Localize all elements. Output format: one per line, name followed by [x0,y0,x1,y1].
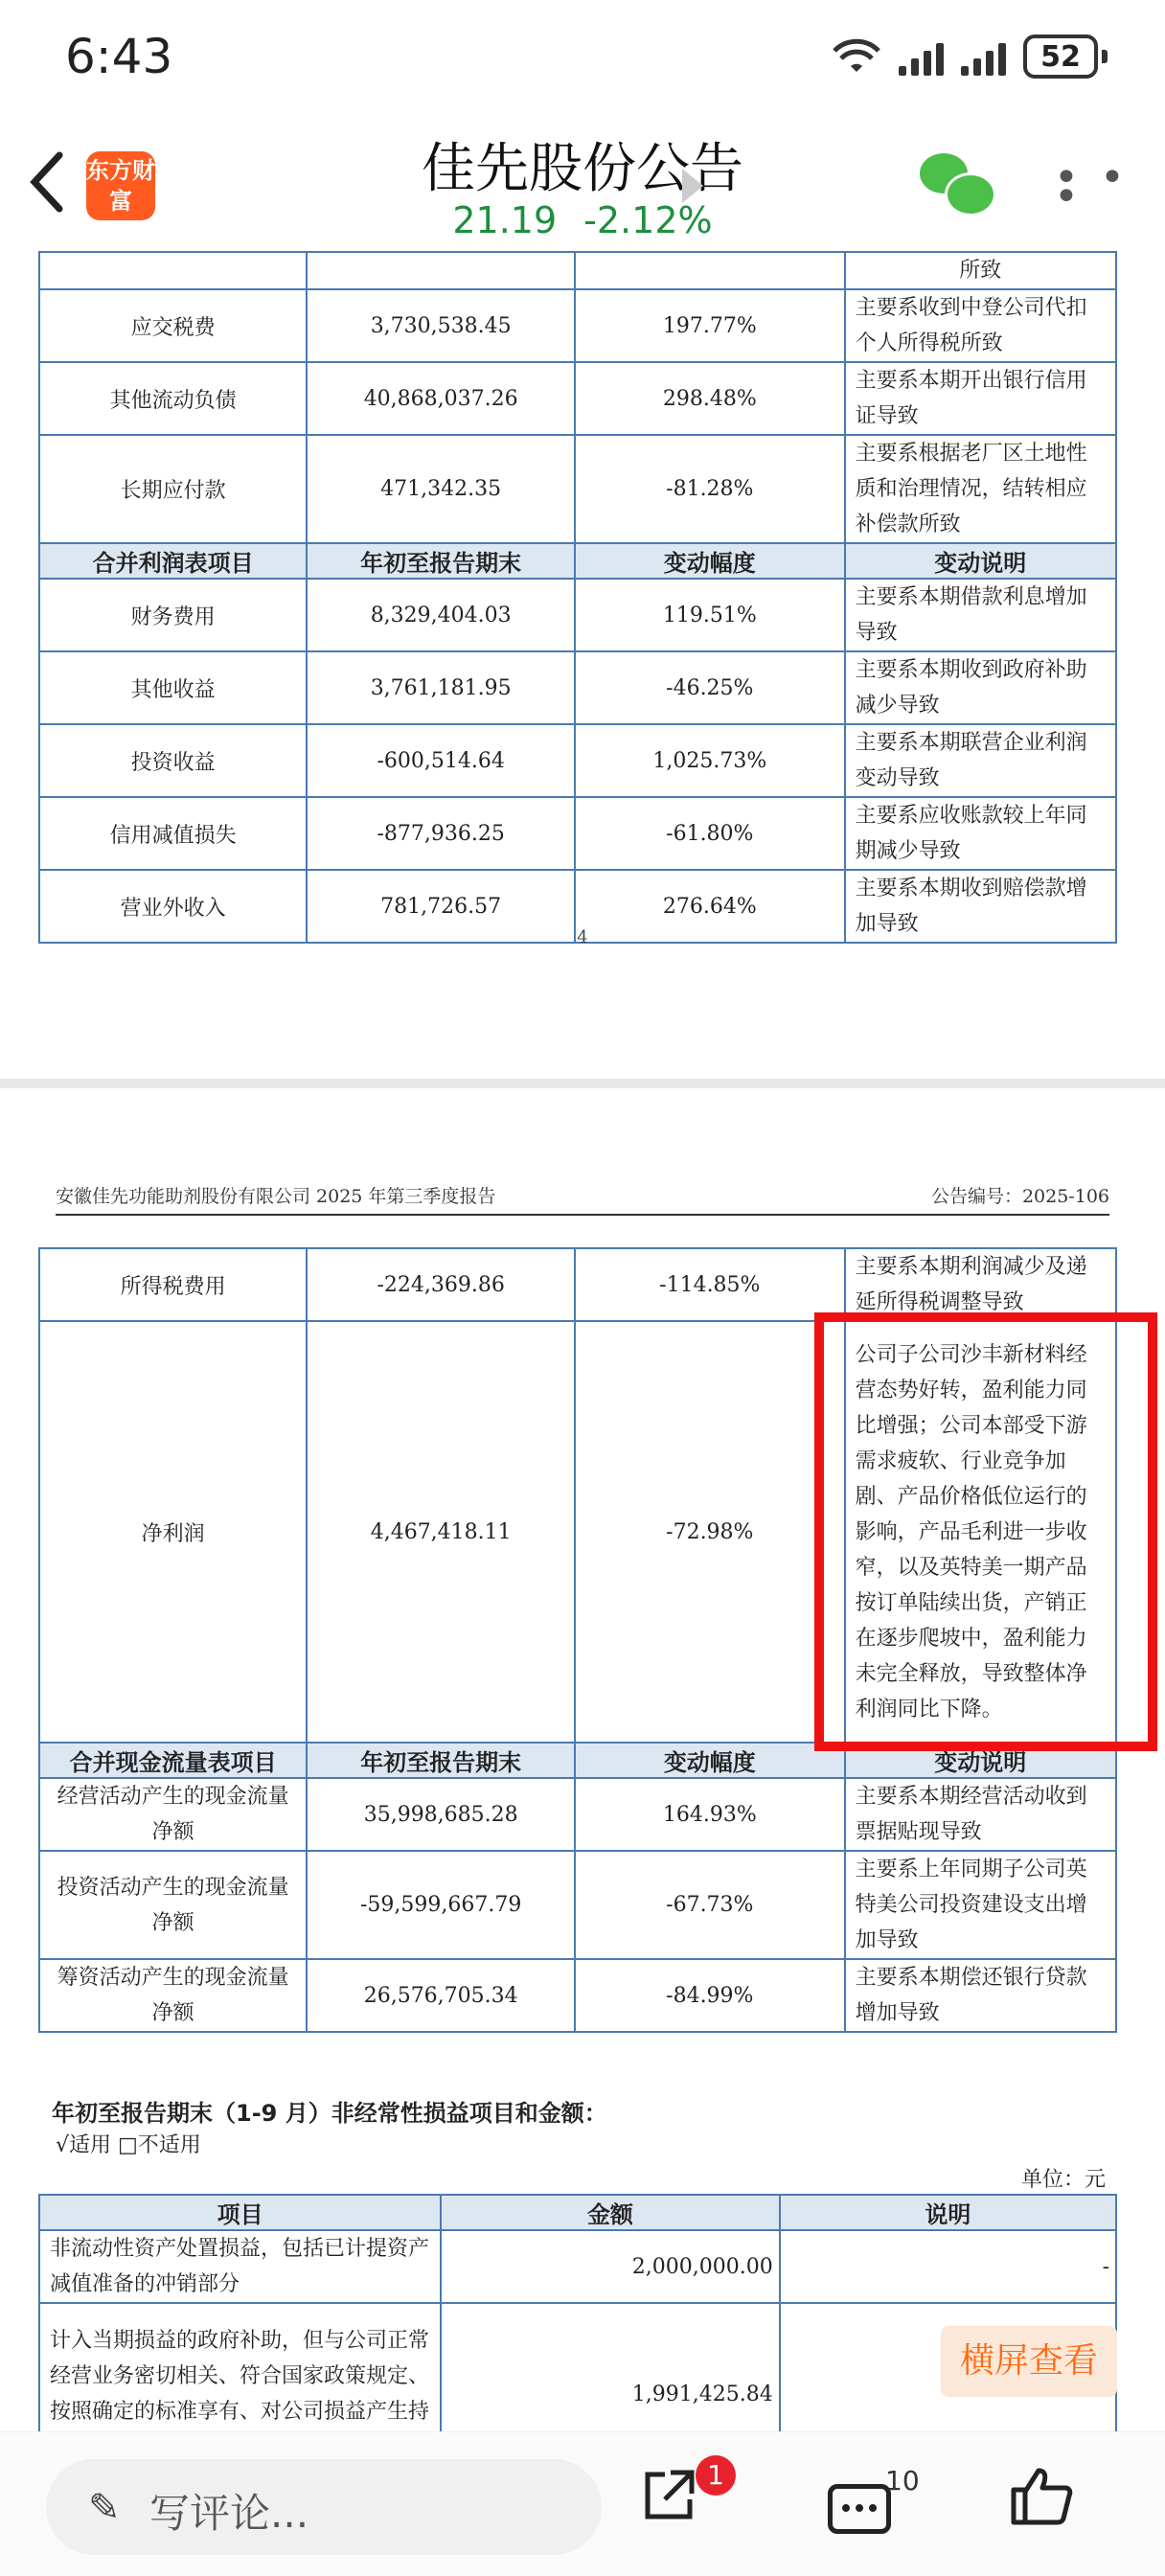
bottom-action-bar [0,2431,1165,2576]
battery-icon: 52 [1023,34,1098,79]
share-badge: 1 [696,2455,736,2496]
table-row: 投资收益 -600,514.64 1,025.73% 主要系本期联营企业利润变动导致 [39,724,1116,797]
table-row: 信用减值损失 -877,936.25 -61.80% 主要系应收账款较上年同期减少导致 [39,797,1116,870]
like-button[interactable] [1010,2465,1073,2541]
page-separator [0,1079,1165,1088]
more-icon[interactable]: • • • [1054,153,1129,221]
table-row: 筹资活动产生的现金流量净额 26,576,705.34 -84.99% 主要系本期偿还银行贷款增加导致 [39,1959,1116,2032]
table-row: 所致 [39,252,1116,289]
clock: 6:43 [65,29,173,84]
table-row: 应交税费 3,730,538.45 197.77% 主要系收到中登公司代扣个人所得税所致 [39,289,1116,362]
page-number: 4 [577,927,588,947]
eastmoney-logo[interactable]: 东方财富 [86,151,155,220]
share-button[interactable] [638,2465,699,2541]
highlight-box [814,1312,1157,1751]
thumbs-up-icon [1010,2465,1073,2526]
status-bar [0,0,1165,115]
pencil-icon: ✎ [88,2486,121,2530]
running-header-left: 安徽佳先功能助剂股份有限公司 2025 年第三季度报告 [56,1186,496,1207]
table-row: 投资活动产生的现金流量净额 -59,599,667.79 -67.73% 主要系上年同期子公司英特美公司投资建设支出增加导致 [39,1851,1116,1959]
table-row: 其他收益 3,761,181.95 -46.25% 主要系本期收到政府补助减少导致 [39,651,1116,724]
applicability: √适用 □不适用 [56,2133,201,2157]
balance-change-table [38,251,1117,944]
table-row: 其他流动负债 40,868,037.26 298.48% 主要系本期开出银行信用证导致 [39,362,1116,435]
running-header-right: 公告编号：2025-106 [930,1186,1109,1207]
wechat-icon[interactable] [920,153,993,215]
comment-input[interactable] [46,2459,602,2555]
section-title: 年初至报告期末（1-9 月）非经常性损益项目和金额： [52,2100,607,2127]
table-row: 长期应付款 471,342.35 -81.28% 主要系根据老厂区土地性质和治理情况，结转相应补偿款所致 [39,435,1116,543]
table-header-row: 项目 金额 说明 [39,2195,1116,2230]
comment-count: 10 [885,2465,920,2496]
table-header-row: 合并现金流量表项目 年初至报告期末 变动幅度 变动说明 [39,1743,1116,1778]
table-row: 非流动性资产处置损益，包括已计提资产减值准备的冲销部分 2,000,000.00 - [39,2230,1116,2303]
play-triangle-icon[interactable] [682,169,703,203]
signal-icon [899,37,944,76]
table-row: 计入当期损益的政府补助，但与公司正常经营业务密切相关、符合国家政策规定、按照确定的标准享有、对公司损益产生持 1,991,425.84 [39,2303,1116,2485]
unit-label: 单位：元 [1020,2168,1106,2192]
share-icon [638,2465,699,2526]
page-title: 佳先股份公告 [422,138,743,200]
battery-tip [1102,50,1108,63]
app-header [0,115,1165,249]
wifi-icon [832,37,881,76]
table-row: 营业外收入 781,726.57 276.64% 主要系本期收到赔偿款增加导致 [39,870,1116,943]
stock-change: -2.12% [583,199,713,241]
comment-icon[interactable] [828,2484,891,2534]
signal-icon-2 [961,37,1006,76]
table-row: 财务费用 8,329,404.03 119.51% 主要系本期借款利息增加导致 [39,579,1116,651]
table-row: 所得税费用 -224,369.86 -114.85% 主要系本期利润减少及递延所得税调整导致 [39,1248,1116,1321]
table-row-net-profit: 净利润 4,467,418.11 -72.98% 公司子公司沙丰新材料经营态势好转，盈利能力同比增强；公司本部受下游需求疲软、行业竞争加剧、产品价格低位运行的影响，产品毛利进一步收窄，以及英特美一期产品按订单陆续出货，产销正在逐步爬坡中，盈利能力未完全释放，导致整体净利润同比下降。 [39,1321,1116,1743]
status-icons [832,34,1108,79]
stock-price: 21.19 [452,199,558,241]
table-row: 经营活动产生的现金流量净额 35,998,685.28 164.93% 主要系本期经营活动收到票据贴现导致 [39,1778,1116,1851]
comment-placeholder: 写评论... [149,2490,309,2537]
running-header [56,1182,1109,1216]
landscape-view-button[interactable]: 横屏查看 [941,2326,1117,2397]
table-header-row: 合并利润表项目 年初至报告期末 变动幅度 变动说明 [39,543,1116,579]
